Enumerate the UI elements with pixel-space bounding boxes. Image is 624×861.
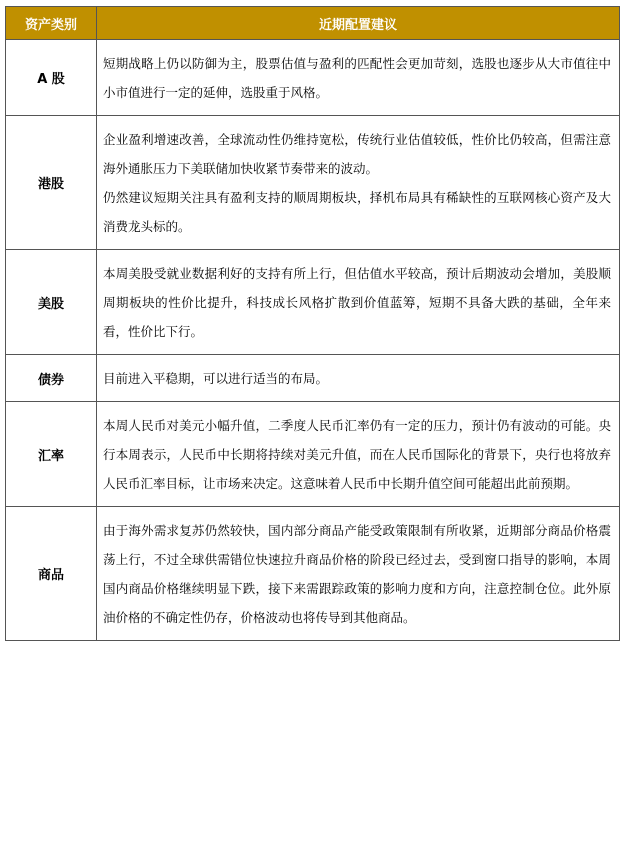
table-row <box>6 116 620 250</box>
table-row <box>6 250 620 355</box>
table-row <box>6 402 620 507</box>
table-row <box>6 507 620 641</box>
advice-paragraph: 仍然建议短期关注具有盈利支持的顺周期板块，择机布局具有稀缺性的互联网核心资产及大消费龙头标的。 <box>103 190 611 234</box>
row-category-bonds: 债券 <box>6 355 97 402</box>
row-advice-commodities <box>97 507 620 641</box>
advice-paragraph: 由于海外需求复苏仍然较快，国内部分商品产能受政策限制有所收紧，近期部分商品价格震荡上行，不过全球供需错位快速拉升商品价格的阶段已经过去，受到窗口指导的影响，本周国内商品价格继续明显下跌，接下来需跟踪政策的影响力度和方向，注意控制仓位。此外原油价格的不确定性仍存，价格波动也将传导到其他商品。 <box>103 523 611 625</box>
allocation-table <box>5 6 620 641</box>
header-advice: 近期配置建议 <box>97 7 620 40</box>
row-advice-hk-stocks <box>97 116 620 250</box>
table-header-row <box>6 7 620 40</box>
row-category-commodities: 商品 <box>6 507 97 641</box>
row-advice-a-shares <box>97 40 620 116</box>
row-advice-fx <box>97 402 620 507</box>
header-category: 资产类别 <box>6 7 97 40</box>
advice-paragraph: 本周人民币对美元小幅升值，二季度人民币汇率仍有一定的压力，预计仍有波动的可能。央行本周表示，人民币中长期将持续对美元升值，而在人民币国际化的背景下，央行也将放弃人民币汇率目标，让市场来决定。这意味着人民币中长期升值空间可能超出此前预期。 <box>103 418 611 491</box>
row-category-us-stocks: 美股 <box>6 250 97 355</box>
row-category-a-shares: A 股 <box>6 40 97 116</box>
advice-paragraph: 本周美股受就业数据利好的支持有所上行，但估值水平较高，预计后期波动会增加，美股顺周期板块的性价比提升，科技成长风格扩散到价值蓝筹，短期不具备大跌的基础，全年来看，性价比下行。 <box>103 266 611 339</box>
row-category-hk-stocks: 港股 <box>6 116 97 250</box>
table-row <box>6 355 620 402</box>
advice-paragraph: 目前进入平稳期，可以进行适当的布局。 <box>103 371 329 386</box>
advice-paragraph: 企业盈利增速改善，全球流动性仍维持宽松，传统行业估值较低，性价比仍较高，但需注意海外通胀压力下美联储加快收紧节奏带来的波动。 <box>103 132 611 176</box>
advice-paragraph: 短期战略上仍以防御为主，股票估值与盈利的匹配性会更加苛刻，选股也逐步从大市值往中小市值进行一定的延伸，选股重于风格。 <box>103 56 611 100</box>
row-advice-us-stocks <box>97 250 620 355</box>
row-advice-bonds <box>97 355 620 402</box>
row-category-fx: 汇率 <box>6 402 97 507</box>
table-row <box>6 40 620 116</box>
